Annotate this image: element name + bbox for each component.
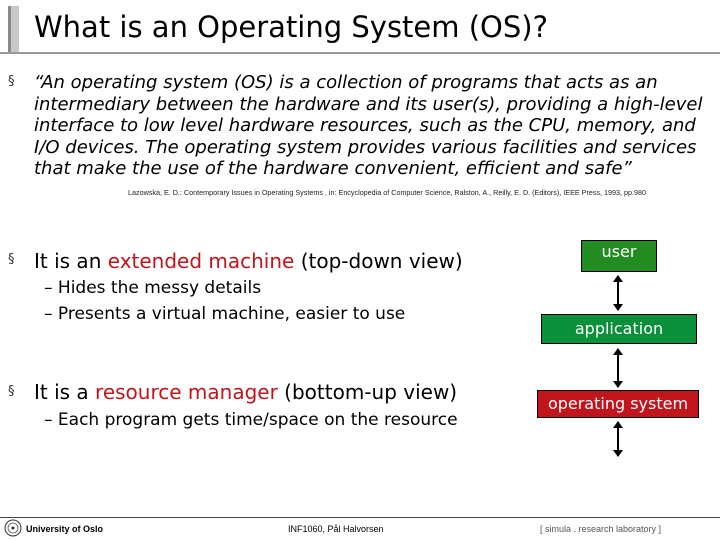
- point-resource-manager: [34, 380, 457, 404]
- sub-point: – Hides the messy details: [44, 278, 262, 298]
- user-box: user: [581, 240, 657, 272]
- bullet-icon: §: [8, 384, 15, 399]
- slide-title: What is an Operating System (OS)?: [34, 10, 548, 44]
- os-box: operating system: [537, 390, 699, 418]
- bullet-icon: §: [8, 252, 15, 267]
- footer-divider: [0, 517, 720, 518]
- point-suffix: (bottom-up view): [277, 380, 458, 404]
- point-suffix: (top-down view): [294, 249, 463, 273]
- definition-quote: “An operating system (OS) is a collection of programs that acts as an intermediary between the hardware and its user(s), providing a high-level interface to low level hardware resources, such as the CPU, memory, and I/O devices. The operating system provides various facilities and services that make the use of the hardware convenient, efficient and safe”: [34, 72, 703, 179]
- double-arrow-icon: [617, 276, 619, 310]
- title-accent-bar: [8, 6, 19, 52]
- footer-university: University of Oslo: [26, 524, 104, 534]
- footer-simula-logo: [ simula . research laboratory ]: [540, 524, 662, 534]
- point-prefix: It is a: [34, 380, 96, 404]
- point-extended-machine: [34, 249, 463, 273]
- title-underline: [0, 52, 720, 54]
- point-prefix: It is an: [34, 249, 108, 273]
- citation: Lazowska, E. D.: Contemporary Issues in Operating Systems , in: Encyclopedia of Computer Science, Ralston, A., Reilly, E. D. (Editors), IEEE Press, 1993, pp.980: [128, 188, 646, 197]
- double-arrow-icon: [617, 422, 619, 456]
- university-seal-icon: [4, 519, 22, 537]
- double-arrow-icon: [617, 349, 619, 387]
- point-highlight: extended machine: [107, 249, 295, 273]
- footer-course: INF1060, Pål Halvorsen: [288, 524, 384, 534]
- application-box: application: [541, 314, 697, 344]
- sub-point: – Each program gets time/space on the resource: [44, 410, 458, 430]
- sub-point: – Presents a virtual machine, easier to use: [44, 304, 406, 324]
- bullet-icon: §: [8, 74, 15, 89]
- point-highlight: resource manager: [95, 380, 278, 404]
